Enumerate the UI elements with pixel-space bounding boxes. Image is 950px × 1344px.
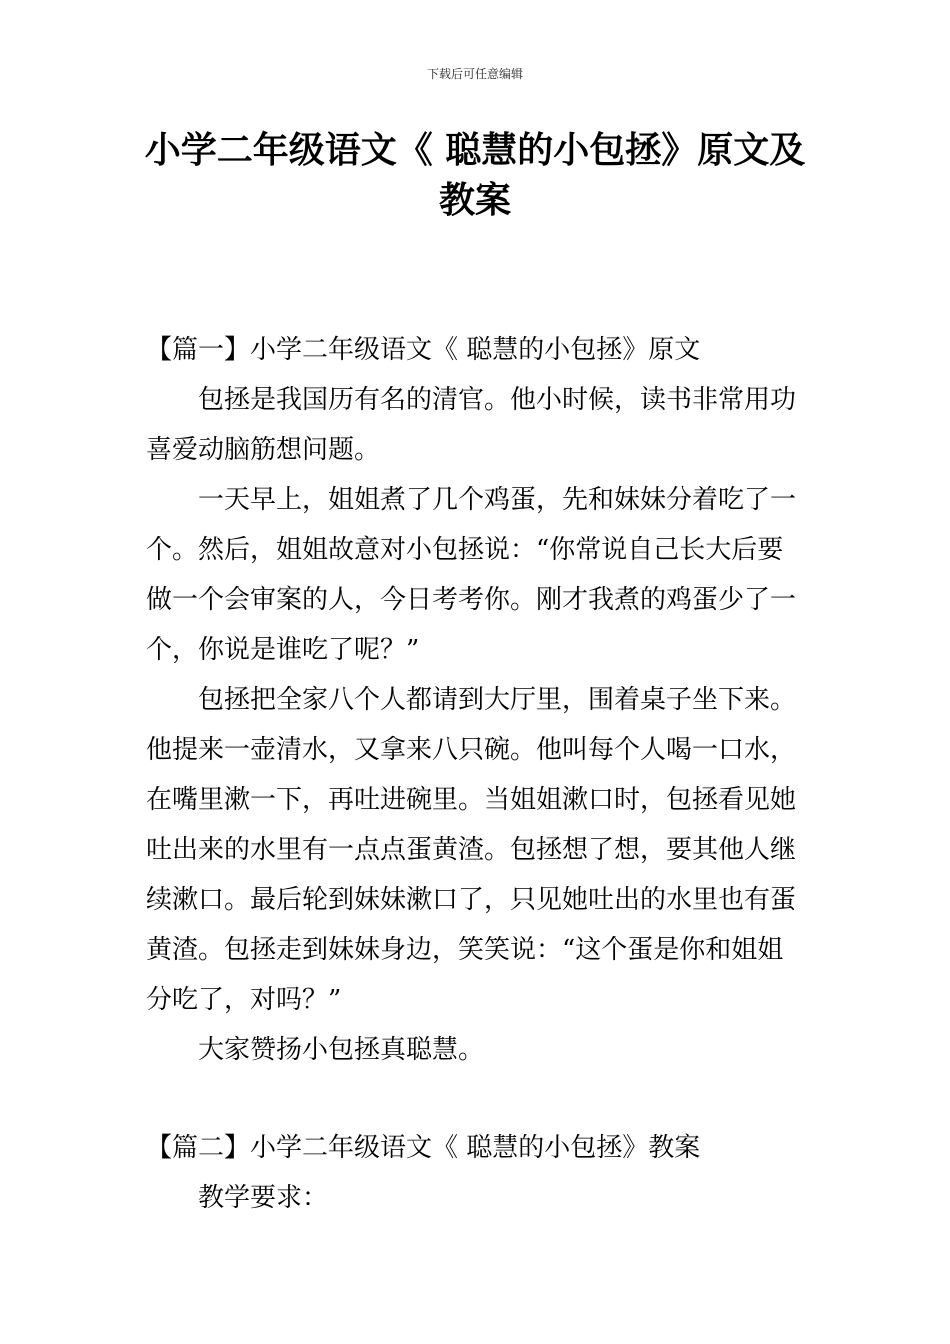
text-line: 吐出来的水里有一点点蛋黄渣。包拯想了想，要其他人继 (146, 835, 797, 865)
paragraph-2 (146, 475, 808, 675)
section-2-subheading: 教学要求： (198, 1183, 329, 1213)
text-line: 分吃了，对吗？” (146, 985, 342, 1015)
text-line: 黄渣。包拯走到妹妹身边，笑笑说：“这个蛋是你和姐姐 (146, 935, 784, 965)
title-line-1: 小学二年级语文《 聪慧的小包拯》原文及 (144, 130, 806, 171)
paragraph-3 (146, 675, 808, 1025)
paragraph-1 (146, 375, 808, 475)
text-line: 他提来一壶清水，又拿来八只碗。他叫每个人喝一口水， (146, 735, 797, 765)
paragraph-4: 大家赞扬小包拯真聪慧。 (198, 1035, 485, 1065)
text-line: 个，你说是谁吃了呢？” (146, 635, 420, 665)
text-line: 续漱口。最后轮到妹妹漱口了，只见她吐出的水里也有蛋 (146, 885, 797, 915)
text-line: 一天早上，姐姐煮了几个鸡蛋，先和妹妹分着吃了一 (198, 485, 797, 515)
text-line: 喜爱动脑筋想问题。 (146, 435, 381, 465)
text-line: 包拯把全家八个人都请到大厅里，围着桌子坐下来。 (198, 685, 797, 715)
title-line-2: 教案 (438, 180, 511, 221)
header-note: 下载后可任意编辑 (426, 67, 523, 81)
section-spacer (146, 1075, 808, 1123)
text-line: 包拯是我国历有名的清官。他小时候，读书非常用功 (198, 385, 797, 415)
section-1-heading: 【篇一】小学二年级语文《 聪慧的小包拯》原文 (146, 335, 701, 365)
document-title (120, 126, 830, 226)
text-line: 在嘴里漱一下，再吐进碗里。当姐姐漱口时，包拯看见她 (146, 785, 797, 815)
text-line: 个。然后，姐姐故意对小包拯说：“你常说自己长大后要 (146, 535, 784, 565)
text-line: 做一个会审案的人，今日考考你。刚才我煮的鸡蛋少了一 (146, 585, 797, 615)
section-2-heading: 【篇二】小学二年级语文《 聪慧的小包拯》教案 (146, 1133, 701, 1163)
document-body (146, 325, 808, 1223)
